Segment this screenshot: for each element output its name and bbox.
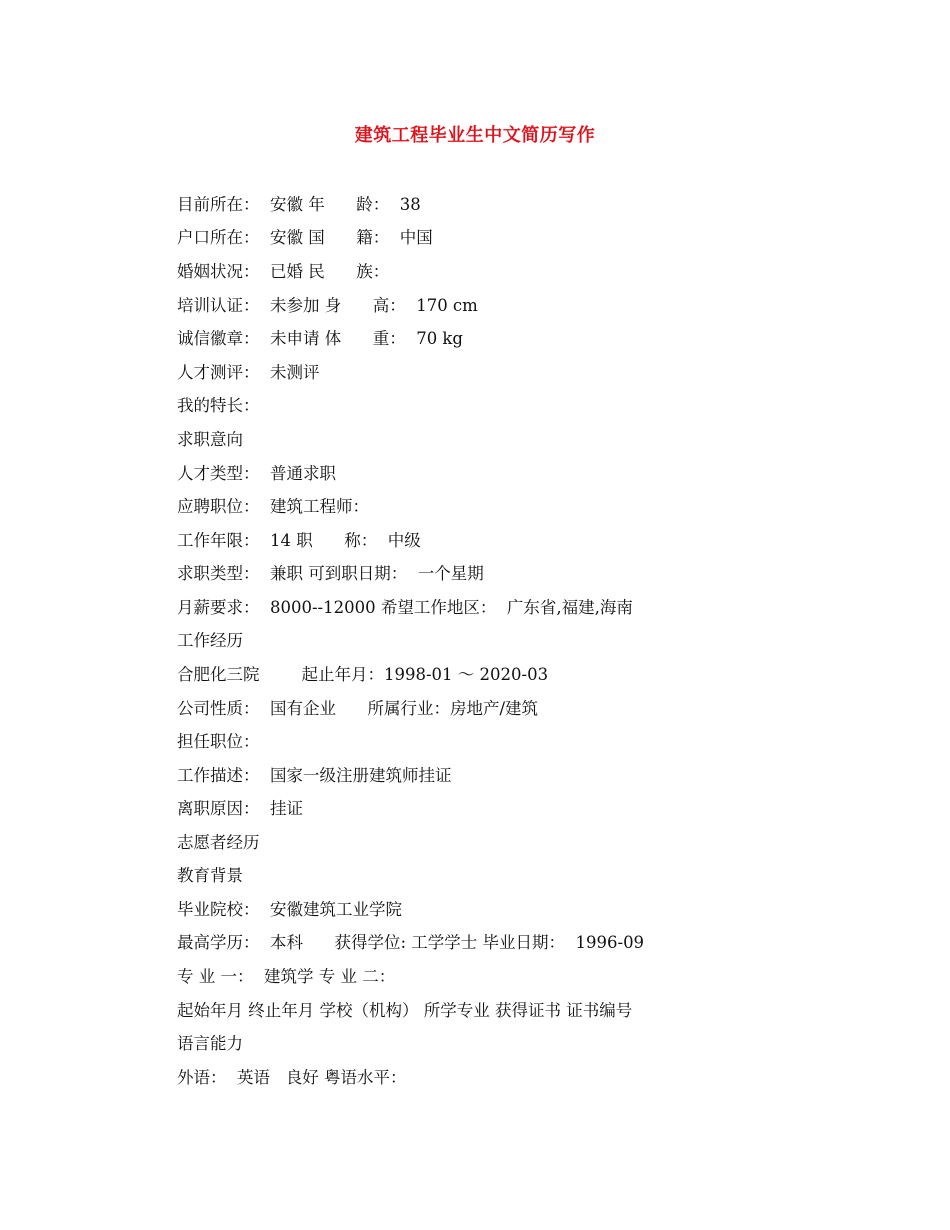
resume-line-company-nature: 公司性质： 国有企业 所属行业：房地产/建筑 — [177, 699, 539, 718]
resume-line-specialties: 我的特长： — [177, 396, 260, 415]
resume-line-work-years: 工作年限： 14 职 称： 中级 — [177, 531, 421, 550]
resume-line-employer: 合肥化三院 起止年月：1998-01 ～ 2020-03 — [177, 665, 549, 684]
resume-line-job-type: 求职类型： 兼职 可到职日期： 一个星期 — [177, 564, 484, 583]
section-heading-work-experience: 工作经历 — [177, 631, 243, 650]
resume-line-integrity-badge: 诚信徽章： 未申请 体 重： 70 kg — [177, 329, 463, 348]
resume-line-school: 毕业院校： 安徽建筑工业学院 — [177, 900, 402, 919]
resume-line-salary: 月薪要求： 8000--12000 希望工作地区： 广东省,福建,海南 — [177, 598, 633, 617]
section-heading-job-intention: 求职意向 — [177, 430, 243, 449]
resume-line-current-location: 目前所在： 安徽 年 龄： 38 — [177, 195, 421, 214]
resume-line-certification: 培训认证： 未参加 身 高： 170 cm — [177, 296, 478, 315]
section-heading-education: 教育背景 — [177, 866, 243, 885]
document-title: 建筑工程毕业生中文简历写作 — [354, 125, 596, 146]
section-heading-language: 语言能力 — [177, 1034, 243, 1053]
resume-line-role: 担任职位： — [177, 732, 260, 751]
resume-line-degree: 最高学历： 本科 获得学位: 工学学士 毕业日期： 1996-09 — [177, 933, 645, 952]
resume-line-leave-reason: 离职原因： 挂证 — [177, 799, 303, 818]
resume-line-majors: 专 业 一： 建筑学 专 业 二： — [177, 967, 396, 986]
resume-line-talent-assessment: 人才测评： 未测评 — [177, 363, 320, 382]
resume-line-marital-status: 婚姻状况： 已婚 民 族： — [177, 262, 390, 281]
section-heading-volunteer: 志愿者经历 — [177, 833, 260, 852]
resume-line-foreign-language: 外语： 英语 良好 粤语水平： — [177, 1068, 407, 1087]
resume-line-talent-type: 人才类型： 普通求职 — [177, 464, 336, 483]
resume-line-education-table-header: 起始年月 终止年月 学校（机构） 所学专业 获得证书 证书编号 — [177, 1001, 633, 1020]
resume-line-job-description: 工作描述： 国家一级注册建筑师挂证 — [177, 766, 452, 785]
resume-line-hukou: 户口所在： 安徽 国 籍： 中国 — [177, 228, 433, 247]
resume-line-position: 应聘职位： 建筑工程师： — [177, 497, 369, 516]
